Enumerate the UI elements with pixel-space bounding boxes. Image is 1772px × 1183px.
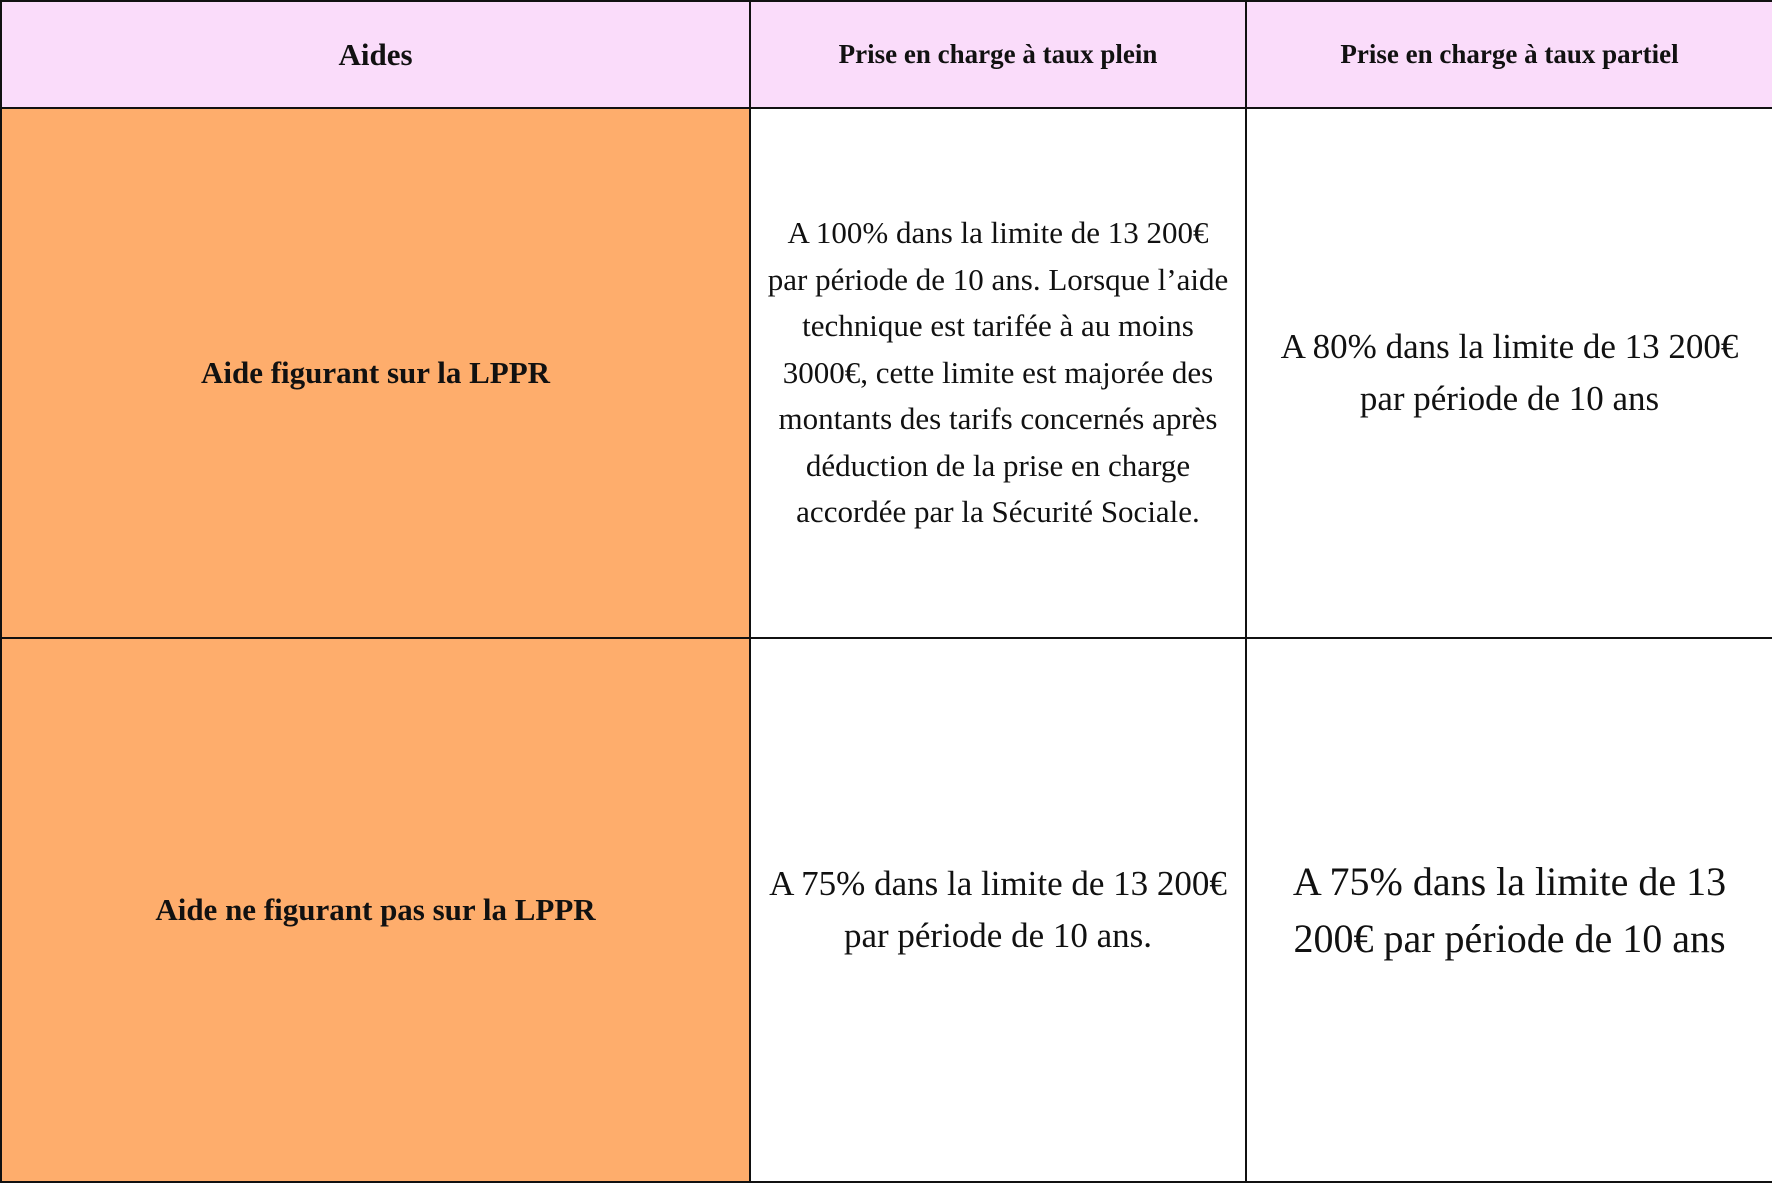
header-taux-plein: Prise en charge à taux plein bbox=[750, 1, 1246, 108]
cell-taux-plein: A 75% dans la limite de 13 200€ par période de 10 ans. bbox=[750, 638, 1246, 1182]
header-aides: Aides bbox=[1, 1, 750, 108]
cell-taux-partiel: A 75% dans la limite de 13 200€ par période de 10 ans bbox=[1246, 638, 1772, 1182]
row-label: Aide ne figurant pas sur la LPPR bbox=[1, 638, 750, 1182]
row-label: Aide figurant sur la LPPR bbox=[1, 108, 750, 638]
table-row bbox=[1, 108, 1772, 638]
cell-taux-partiel: A 80% dans la limite de 13 200€ par période de 10 ans bbox=[1246, 108, 1772, 638]
table-row bbox=[1, 638, 1772, 1182]
table-header-row bbox=[1, 1, 1772, 108]
cell-taux-plein: A 100% dans la limite de 13 200€ par période de 10 ans. Lorsque l’aide technique est tarifée à au moins 3000€, cette limite est majorée des montants des tarifs concernés après déduction de la prise en charge accordée par la Sécurité Sociale. bbox=[750, 108, 1246, 638]
header-taux-partiel: Prise en charge à taux partiel bbox=[1246, 1, 1772, 108]
